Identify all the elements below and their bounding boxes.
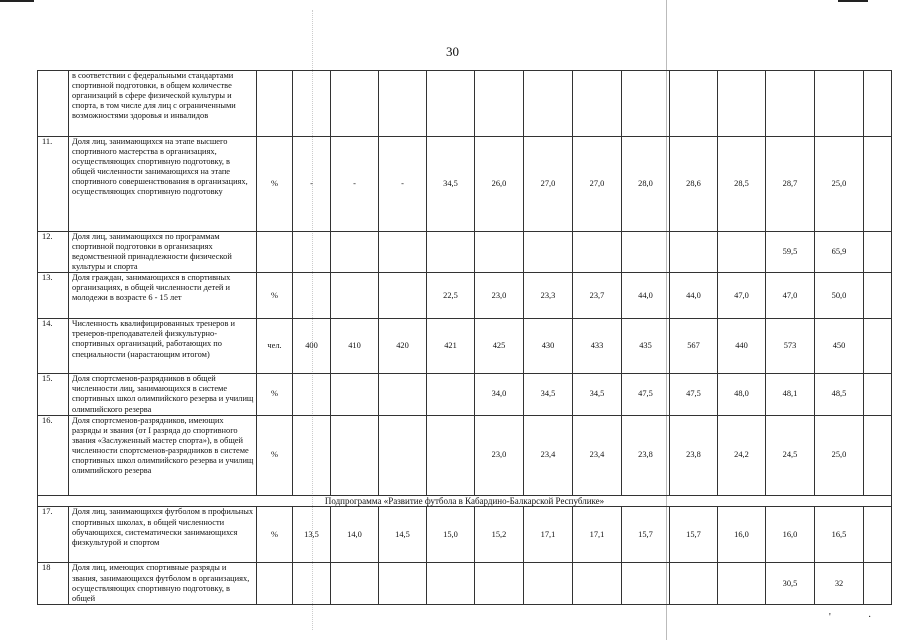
value-cell <box>427 71 475 137</box>
value-cell <box>379 71 427 137</box>
value-cell <box>331 374 379 415</box>
indicator-name: Доля лиц, занимающихся футболом в профильных спортивных школах, в общей численности обучающихся, систематически занимающихся физкультурой и спортом <box>69 507 257 563</box>
unit-cell: % <box>257 273 293 319</box>
value-cell: 23,7 <box>573 273 622 319</box>
value-cell: 65,9 <box>815 232 864 273</box>
value-cell: 23,8 <box>622 415 670 495</box>
value-cell <box>427 232 475 273</box>
value-cell <box>864 273 892 319</box>
value-cell <box>379 415 427 495</box>
value-cell <box>573 71 622 137</box>
indicator-name: Доля лиц, имеющих спортивные разряды и звания, занимающихся футболом в организациях, осуществляющих спортивную подготовку, в общей <box>69 563 257 605</box>
value-cell: 22,5 <box>427 273 475 319</box>
table-row <box>38 137 892 232</box>
value-cell <box>331 563 379 605</box>
value-cell: 23,4 <box>573 415 622 495</box>
value-cell: 573 <box>766 319 815 374</box>
value-cell <box>475 232 524 273</box>
indicator-name: Доля спортсменов-разрядников в общей численности лиц, занимающихся в системе спортивных школ олимпийского резерва и училищ олимпийского резерва <box>69 374 257 415</box>
value-cell: 44,0 <box>622 273 670 319</box>
value-cell <box>864 137 892 232</box>
table-row <box>38 374 892 415</box>
value-cell: 15,2 <box>475 507 524 563</box>
value-cell: 27,0 <box>524 137 573 232</box>
value-cell: 34,5 <box>427 137 475 232</box>
value-cell <box>524 563 573 605</box>
value-cell: - <box>331 137 379 232</box>
value-cell: 28,5 <box>718 137 766 232</box>
value-cell <box>670 71 718 137</box>
value-cell <box>622 232 670 273</box>
value-cell: 26,0 <box>475 137 524 232</box>
table-row <box>38 563 892 605</box>
value-cell <box>427 415 475 495</box>
value-cell: - <box>379 137 427 232</box>
value-cell <box>331 273 379 319</box>
table-row <box>38 415 892 495</box>
unit-cell <box>257 71 293 137</box>
value-cell <box>815 71 864 137</box>
value-cell <box>864 232 892 273</box>
value-cell <box>524 71 573 137</box>
row-number: 14. <box>38 319 69 374</box>
value-cell <box>293 71 331 137</box>
value-cell: 15,0 <box>427 507 475 563</box>
unit-cell: % <box>257 415 293 495</box>
unit-cell <box>257 563 293 605</box>
value-cell <box>622 563 670 605</box>
value-cell <box>379 374 427 415</box>
value-cell: 433 <box>573 319 622 374</box>
value-cell: 14,5 <box>379 507 427 563</box>
value-cell <box>475 71 524 137</box>
value-cell <box>864 563 892 605</box>
value-cell <box>864 507 892 563</box>
indicator-name: Доля лиц, занимающихся на этапе высшего спортивного мастерства в организациях, осуществляющих спортивную подготовку, в общей численности занимающихся на этапе спортивного совершенствования в организациях, осуществляющих спортивную подготовку <box>69 137 257 232</box>
value-cell <box>379 563 427 605</box>
value-cell: 50,0 <box>815 273 864 319</box>
row-number <box>38 71 69 137</box>
value-cell: 47,5 <box>622 374 670 415</box>
value-cell <box>524 232 573 273</box>
unit-cell <box>257 232 293 273</box>
value-cell <box>622 71 670 137</box>
value-cell <box>573 563 622 605</box>
value-cell: 430 <box>524 319 573 374</box>
value-cell: 47,0 <box>718 273 766 319</box>
indicator-name: Доля спортсменов-разрядников, имеющих разряды и звания (от I разряда до спортивного звания «Заслуженный мастер спорта»), в общей численности спортсменов-разрядников в системе спортивных школ олимпийского резерва и училищ олимпийского резерва <box>69 415 257 495</box>
value-cell: 17,1 <box>524 507 573 563</box>
value-cell: 23,4 <box>524 415 573 495</box>
value-cell <box>670 232 718 273</box>
value-cell <box>670 563 718 605</box>
scan-dot: · <box>868 612 872 623</box>
value-cell <box>766 71 815 137</box>
value-cell: 15,7 <box>670 507 718 563</box>
value-cell: 48,5 <box>815 374 864 415</box>
value-cell <box>331 415 379 495</box>
table-body-subprogram <box>38 495 892 507</box>
scan-mark-right <box>838 0 868 2</box>
value-cell <box>427 374 475 415</box>
value-cell: 34,5 <box>524 374 573 415</box>
indicator-name: Численность квалифицированных тренеров и тренеров-преподавателей физкультурно-спортивных организаций, работающих по специальности (нарастающим итогом) <box>69 319 257 374</box>
value-cell <box>331 71 379 137</box>
table-row <box>38 273 892 319</box>
row-number: 17. <box>38 507 69 563</box>
row-number: 13. <box>38 273 69 319</box>
value-cell <box>427 563 475 605</box>
indicator-name: в соответствии с федеральными стандартами спортивной подготовки, в общем количестве организаций в сфере физической культуры и спорта, в том числе для лиц с ограниченными возможностями здоровья и инвалидов <box>69 71 257 137</box>
value-cell: 28,0 <box>622 137 670 232</box>
table-body-lower <box>38 507 892 605</box>
unit-cell: % <box>257 374 293 415</box>
row-number: 15. <box>38 374 69 415</box>
row-number: 12. <box>38 232 69 273</box>
value-cell <box>864 374 892 415</box>
value-cell: 48,0 <box>718 374 766 415</box>
value-cell <box>475 563 524 605</box>
value-cell <box>864 415 892 495</box>
scan-dot: ' <box>829 612 831 623</box>
table-row <box>38 71 892 137</box>
table-row <box>38 507 892 563</box>
row-number: 16. <box>38 415 69 495</box>
row-number: 18 <box>38 563 69 605</box>
value-cell: 17,1 <box>573 507 622 563</box>
value-cell: 47,5 <box>670 374 718 415</box>
value-cell <box>293 563 331 605</box>
indicators-table <box>37 70 892 605</box>
value-cell: 34,5 <box>573 374 622 415</box>
value-cell: 32 <box>815 563 864 605</box>
value-cell: 48,1 <box>766 374 815 415</box>
value-cell: 400 <box>293 319 331 374</box>
value-cell: 410 <box>331 319 379 374</box>
value-cell: 24,5 <box>766 415 815 495</box>
value-cell <box>718 232 766 273</box>
value-cell: 27,0 <box>573 137 622 232</box>
value-cell: 59,5 <box>766 232 815 273</box>
value-cell: 440 <box>718 319 766 374</box>
value-cell: 44,0 <box>670 273 718 319</box>
table-body-upper <box>38 71 892 496</box>
value-cell <box>379 273 427 319</box>
value-cell <box>864 71 892 137</box>
value-cell: 34,0 <box>475 374 524 415</box>
value-cell <box>293 374 331 415</box>
value-cell: 23,0 <box>475 273 524 319</box>
value-cell: 28,6 <box>670 137 718 232</box>
value-cell <box>718 563 766 605</box>
value-cell: 13,5 <box>293 507 331 563</box>
subprogram-row <box>38 495 892 507</box>
value-cell: 421 <box>427 319 475 374</box>
value-cell <box>573 232 622 273</box>
value-cell: 567 <box>670 319 718 374</box>
value-cell: 24,2 <box>718 415 766 495</box>
value-cell: 435 <box>622 319 670 374</box>
value-cell <box>864 319 892 374</box>
value-cell: 425 <box>475 319 524 374</box>
table-row <box>38 232 892 273</box>
page-number: 30 <box>446 44 459 59</box>
value-cell: 16,5 <box>815 507 864 563</box>
value-cell: 30,5 <box>766 563 815 605</box>
value-cell: 25,0 <box>815 415 864 495</box>
value-cell <box>293 415 331 495</box>
unit-cell: % <box>257 137 293 232</box>
value-cell: 420 <box>379 319 427 374</box>
value-cell <box>718 71 766 137</box>
indicator-name: Доля граждан, занимающихся в спортивных организациях, в общей численности детей и молодежи в возрасте 6 - 15 лет <box>69 273 257 319</box>
subprogram-title: Подпрограмма «Развитие футбола в Кабардино-Балкарской Республике» <box>38 495 892 507</box>
value-cell: 25,0 <box>815 137 864 232</box>
unit-cell: чел. <box>257 319 293 374</box>
value-cell <box>293 273 331 319</box>
value-cell: 47,0 <box>766 273 815 319</box>
value-cell: - <box>293 137 331 232</box>
value-cell: 450 <box>815 319 864 374</box>
scan-mark-left <box>0 0 34 2</box>
row-number: 11. <box>38 137 69 232</box>
value-cell: 23,0 <box>475 415 524 495</box>
value-cell: 14,0 <box>331 507 379 563</box>
value-cell: 15,7 <box>622 507 670 563</box>
value-cell: 16,0 <box>718 507 766 563</box>
value-cell: 16,0 <box>766 507 815 563</box>
value-cell: 23,8 <box>670 415 718 495</box>
value-cell: 28,7 <box>766 137 815 232</box>
indicator-name: Доля лиц, занимающихся по программам спортивной подготовки в организациях ведомственной принадлежности физической культуры и спорта <box>69 232 257 273</box>
unit-cell: % <box>257 507 293 563</box>
value-cell: 23,3 <box>524 273 573 319</box>
value-cell <box>293 232 331 273</box>
value-cell <box>379 232 427 273</box>
value-cell <box>331 232 379 273</box>
table-row <box>38 319 892 374</box>
